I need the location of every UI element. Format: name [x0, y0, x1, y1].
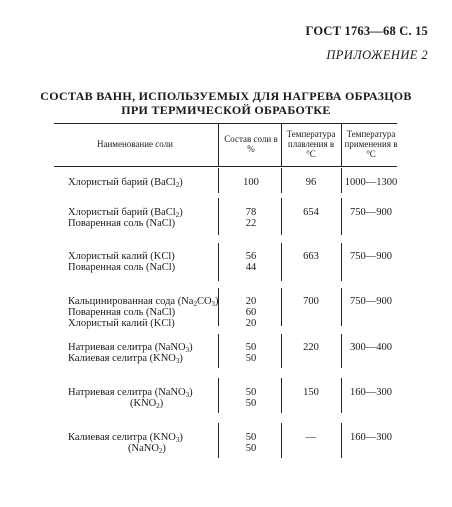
salt-name: (NaNO$_2$) — [128, 443, 166, 455]
column-separator — [341, 198, 342, 235]
column-separator — [281, 243, 282, 281]
salt-percent: 50 — [245, 353, 257, 364]
melting-temperature: 220 — [303, 342, 319, 353]
column-separator — [341, 288, 342, 326]
salt-percent: 60 — [245, 307, 257, 318]
column-separator — [218, 423, 219, 458]
salt-percent: 20 — [245, 296, 257, 307]
salt-name: Хлористый калий (KCl) — [68, 251, 175, 262]
salt-percent: 50 — [245, 342, 257, 353]
appendix-label: ПРИЛОЖЕНИЕ 2 — [326, 48, 428, 62]
application-temperature: 160—300 — [350, 432, 392, 443]
table-title-line-1: СОСТАВ ВАНН, ИСПОЛЬЗУЕМЫХ ДЛЯ НАГРЕВА ОБРАЗЦОВ — [40, 89, 412, 103]
salt-name: Поваренная соль (NaCl) — [68, 307, 176, 318]
salt-percent: 44 — [245, 262, 257, 273]
standard-reference: ГОСТ 1763—68 С. 15 — [305, 24, 428, 38]
table-top-rule — [54, 123, 397, 124]
salt-percent: 20 — [245, 318, 257, 329]
table-title-line-2: ПРИ ТЕРМИЧЕСКОЙ ОБРАБОТКЕ — [121, 103, 331, 117]
column-separator — [341, 334, 342, 368]
col-header-salt-name: Наименование соли — [96, 139, 173, 149]
column-separator — [218, 378, 219, 413]
salt-name: Поваренная соль (NaCl) — [68, 218, 176, 229]
application-temperature: 160—300 — [350, 387, 392, 398]
col-header-melting-temp: Температура плавления в °С — [286, 129, 336, 159]
salt-name: Натриевая селитра (NaNO$_3$) — [68, 387, 193, 399]
melting-temperature: 700 — [303, 296, 319, 307]
column-separator — [341, 378, 342, 413]
salt-name: Кальцинированная сода $(Na_2CO_3)$ — [68, 296, 219, 308]
col-header-application-temp: Температура применения в °С — [344, 129, 398, 159]
application-temperature: 300—400 — [350, 342, 392, 353]
column-separator — [341, 168, 342, 193]
column-separator — [218, 334, 219, 368]
melting-temperature: — — [305, 432, 317, 443]
salt-name: Калиевая селитра $(KNO_3)$ — [68, 353, 183, 365]
column-separator — [218, 243, 219, 281]
salt-percent: 50 — [245, 432, 257, 443]
melting-temperature: 96 — [305, 177, 317, 188]
salt-percent: 78 — [245, 207, 257, 218]
application-temperature: 750—900 — [350, 251, 392, 262]
salt-percent: 50 — [245, 443, 257, 454]
application-temperature: 750—900 — [350, 296, 392, 307]
salt-name: Поваренная соль (NaCl) — [68, 262, 176, 273]
column-separator-header — [341, 124, 342, 166]
salt-percent: 22 — [245, 218, 257, 229]
column-separator — [341, 423, 342, 458]
column-separator — [341, 243, 342, 281]
column-separator-header — [218, 124, 219, 166]
column-separator — [218, 198, 219, 235]
application-temperature: 750—900 — [350, 207, 392, 218]
application-temperature: 1000—1300 — [344, 177, 398, 188]
salt-percent: 50 — [245, 387, 257, 398]
melting-temperature: 663 — [303, 251, 319, 262]
salt-percent: 50 — [245, 398, 257, 409]
table-header-rule — [54, 166, 397, 167]
column-separator — [281, 288, 282, 326]
salt-name: Натриевая селитра (NaNO$_3$) — [68, 342, 193, 354]
salt-name: Хлористый барий (BaCl$_2$) — [68, 177, 183, 189]
melting-temperature: 150 — [303, 387, 319, 398]
salt-name: Хлористый барий (BaCl$_2$) — [68, 207, 183, 219]
column-separator — [218, 168, 219, 193]
salt-percent: 100 — [243, 177, 259, 188]
salt-name: Калиевая селитра $(KNO_3)$ — [68, 432, 183, 444]
melting-temperature: 654 — [303, 207, 319, 218]
salt-name: Хлористый калий (KCl) — [68, 318, 175, 329]
salt-name: $(KNO_2)$ — [130, 398, 164, 410]
salt-percent: 56 — [245, 251, 257, 262]
col-header-composition: Состав соли в % — [224, 134, 278, 154]
